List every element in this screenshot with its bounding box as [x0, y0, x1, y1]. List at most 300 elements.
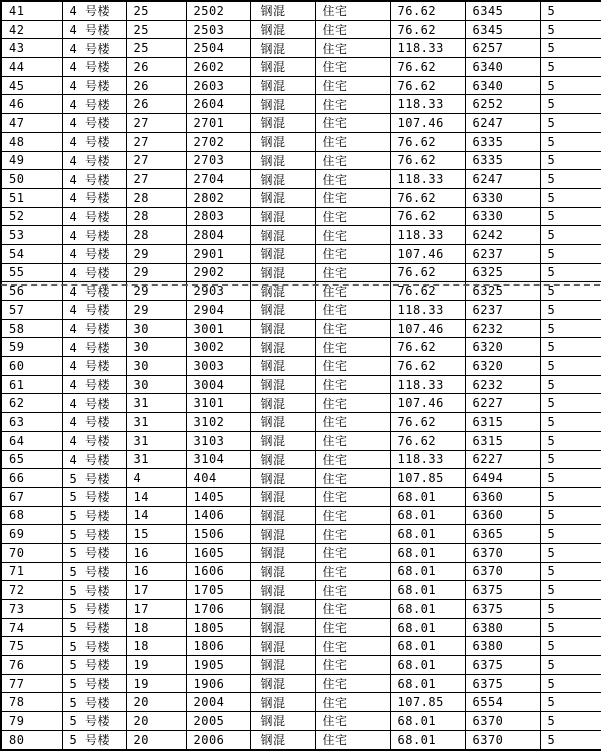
cell-price: 6315: [465, 413, 540, 432]
table-row: [1, 151, 601, 170]
cell-building: 4 号楼: [62, 244, 126, 263]
cell-floor: 30: [126, 338, 186, 357]
cell-price: 6360: [465, 487, 540, 506]
table-row: [1, 76, 601, 95]
cell-price: 6375: [465, 600, 540, 619]
cell-floor: 20: [126, 730, 186, 750]
cell-seq: 57: [1, 301, 62, 320]
cell-area: 76.62: [390, 413, 465, 432]
cell-note: 5: [540, 581, 601, 600]
cell-floor: 25: [126, 20, 186, 39]
cell-price: 6242: [465, 226, 540, 245]
cell-price: 6370: [465, 543, 540, 562]
cell-note: 5: [540, 506, 601, 525]
cell-area: 76.62: [390, 20, 465, 39]
cell-building: 4 号楼: [62, 95, 126, 114]
table-row: [1, 58, 601, 77]
cell-seq: 48: [1, 132, 62, 151]
cell-floor: 16: [126, 543, 186, 562]
cell-building: 4 号楼: [62, 282, 126, 301]
cell-structure: 钢混: [250, 506, 315, 525]
cell-room: 2603: [186, 76, 250, 95]
cell-usage: 住宅: [315, 95, 390, 114]
cell-note: 5: [540, 76, 601, 95]
cell-note: 5: [540, 244, 601, 263]
cell-seq: 69: [1, 525, 62, 544]
cell-building: 5 号楼: [62, 581, 126, 600]
table-row: [1, 618, 601, 637]
cell-seq: 49: [1, 151, 62, 170]
cell-usage: 住宅: [315, 132, 390, 151]
cell-structure: 钢混: [250, 487, 315, 506]
cell-seq: 66: [1, 469, 62, 488]
cell-note: 5: [540, 712, 601, 731]
cell-room: 2004: [186, 693, 250, 712]
table-row: [1, 413, 601, 432]
cell-floor: 28: [126, 188, 186, 207]
cell-room: 1405: [186, 487, 250, 506]
cell-structure: 钢混: [250, 712, 315, 731]
cell-building: 4 号楼: [62, 226, 126, 245]
table-row: [1, 487, 601, 506]
cell-room: 2704: [186, 170, 250, 189]
cell-building: 5 号楼: [62, 506, 126, 525]
table-row: [1, 1, 601, 20]
cell-usage: 住宅: [315, 487, 390, 506]
cell-seq: 80: [1, 730, 62, 750]
cell-usage: 住宅: [315, 600, 390, 619]
cell-note: 5: [540, 95, 601, 114]
cell-note: 5: [540, 263, 601, 282]
cell-price: 6380: [465, 618, 540, 637]
cell-building: 4 号楼: [62, 39, 126, 58]
table-row: [1, 600, 601, 619]
cell-price: 6325: [465, 263, 540, 282]
cell-area: 76.62: [390, 338, 465, 357]
cell-room: 1606: [186, 562, 250, 581]
cell-note: 5: [540, 543, 601, 562]
cell-floor: 27: [126, 132, 186, 151]
cell-room: 3003: [186, 357, 250, 376]
cell-seq: 58: [1, 319, 62, 338]
cell-usage: 住宅: [315, 357, 390, 376]
table-row: [1, 20, 601, 39]
cell-floor: 19: [126, 674, 186, 693]
cell-usage: 住宅: [315, 375, 390, 394]
table-row: [1, 95, 601, 114]
cell-room: 2802: [186, 188, 250, 207]
cell-building: 5 号楼: [62, 730, 126, 750]
cell-price: 6227: [465, 394, 540, 413]
cell-room: 1706: [186, 600, 250, 619]
cell-seq: 75: [1, 637, 62, 656]
cell-floor: 16: [126, 562, 186, 581]
cell-seq: 79: [1, 712, 62, 731]
table-row: [1, 132, 601, 151]
cell-room: 1506: [186, 525, 250, 544]
cell-price: 6370: [465, 730, 540, 750]
cell-structure: 钢混: [250, 375, 315, 394]
cell-building: 5 号楼: [62, 487, 126, 506]
cell-note: 5: [540, 525, 601, 544]
cell-seq: 53: [1, 226, 62, 245]
cell-floor: 14: [126, 506, 186, 525]
cell-area: 68.01: [390, 525, 465, 544]
cell-area: 68.01: [390, 581, 465, 600]
cell-usage: 住宅: [315, 244, 390, 263]
cell-building: 4 号楼: [62, 1, 126, 20]
cell-area: 76.62: [390, 207, 465, 226]
cell-floor: 18: [126, 618, 186, 637]
cell-room: 3103: [186, 431, 250, 450]
table-row: [1, 469, 601, 488]
cell-room: 2602: [186, 58, 250, 77]
cell-room: 1406: [186, 506, 250, 525]
cell-room: 3102: [186, 413, 250, 432]
cell-area: 68.01: [390, 656, 465, 675]
cell-room: 2903: [186, 282, 250, 301]
cell-note: 5: [540, 338, 601, 357]
cell-area: 76.62: [390, 357, 465, 376]
cell-price: 6252: [465, 95, 540, 114]
cell-seq: 63: [1, 413, 62, 432]
cell-structure: 钢混: [250, 431, 315, 450]
cell-seq: 44: [1, 58, 62, 77]
cell-building: 4 号楼: [62, 20, 126, 39]
cell-note: 5: [540, 469, 601, 488]
cell-usage: 住宅: [315, 413, 390, 432]
cell-structure: 钢混: [250, 20, 315, 39]
cell-area: 107.85: [390, 693, 465, 712]
cell-room: 3001: [186, 319, 250, 338]
table-row: [1, 431, 601, 450]
cell-building: 4 号楼: [62, 375, 126, 394]
cell-area: 76.62: [390, 282, 465, 301]
cell-building: 4 号楼: [62, 431, 126, 450]
cell-room: 2902: [186, 263, 250, 282]
table-row: [1, 319, 601, 338]
cell-price: 6320: [465, 357, 540, 376]
cell-structure: 钢混: [250, 1, 315, 20]
cell-room: 2701: [186, 114, 250, 133]
cell-seq: 62: [1, 394, 62, 413]
cell-price: 6330: [465, 188, 540, 207]
cell-room: 2503: [186, 20, 250, 39]
cell-usage: 住宅: [315, 693, 390, 712]
cell-usage: 住宅: [315, 469, 390, 488]
cell-building: 5 号楼: [62, 600, 126, 619]
cell-structure: 钢混: [250, 693, 315, 712]
cell-building: 4 号楼: [62, 151, 126, 170]
cell-seq: 65: [1, 450, 62, 469]
cell-price: 6375: [465, 581, 540, 600]
cell-price: 6232: [465, 319, 540, 338]
cell-building: 5 号楼: [62, 562, 126, 581]
cell-price: 6227: [465, 450, 540, 469]
cell-price: 6360: [465, 506, 540, 525]
cell-area: 68.01: [390, 543, 465, 562]
table-row: [1, 712, 601, 731]
cell-seq: 52: [1, 207, 62, 226]
cell-usage: 住宅: [315, 506, 390, 525]
cell-note: 5: [540, 282, 601, 301]
cell-note: 5: [540, 132, 601, 151]
cell-usage: 住宅: [315, 618, 390, 637]
cell-note: 5: [540, 114, 601, 133]
table-row: [1, 244, 601, 263]
cell-note: 5: [540, 450, 601, 469]
table-row: [1, 450, 601, 469]
cell-price: 6370: [465, 712, 540, 731]
cell-price: 6340: [465, 76, 540, 95]
cell-area: 76.62: [390, 76, 465, 95]
cell-area: 76.62: [390, 431, 465, 450]
cell-note: 5: [540, 20, 601, 39]
cell-room: 2901: [186, 244, 250, 263]
cell-usage: 住宅: [315, 207, 390, 226]
cell-building: 4 号楼: [62, 76, 126, 95]
cell-usage: 住宅: [315, 543, 390, 562]
cell-floor: 20: [126, 693, 186, 712]
cell-room: 2804: [186, 226, 250, 245]
cell-building: 5 号楼: [62, 693, 126, 712]
cell-floor: 28: [126, 226, 186, 245]
cell-usage: 住宅: [315, 562, 390, 581]
cell-floor: 31: [126, 450, 186, 469]
table-row: [1, 506, 601, 525]
cell-floor: 31: [126, 431, 186, 450]
cell-price: 6335: [465, 132, 540, 151]
cell-price: 6232: [465, 375, 540, 394]
cell-structure: 钢混: [250, 618, 315, 637]
cell-structure: 钢混: [250, 543, 315, 562]
cell-usage: 住宅: [315, 712, 390, 731]
cell-building: 4 号楼: [62, 263, 126, 282]
cell-floor: 26: [126, 76, 186, 95]
cell-area: 68.01: [390, 600, 465, 619]
cell-area: 118.33: [390, 450, 465, 469]
cell-structure: 钢混: [250, 525, 315, 544]
cell-note: 5: [540, 226, 601, 245]
cell-area: 107.46: [390, 394, 465, 413]
table-row: [1, 693, 601, 712]
cell-room: 2702: [186, 132, 250, 151]
cell-price: 6340: [465, 58, 540, 77]
cell-room: 3104: [186, 450, 250, 469]
cell-price: 6365: [465, 525, 540, 544]
cell-structure: 钢混: [250, 581, 315, 600]
cell-building: 4 号楼: [62, 188, 126, 207]
cell-area: 118.33: [390, 95, 465, 114]
cell-floor: 31: [126, 394, 186, 413]
cell-room: 1905: [186, 656, 250, 675]
table-row: [1, 543, 601, 562]
cell-building: 5 号楼: [62, 656, 126, 675]
cell-structure: 钢混: [250, 263, 315, 282]
cell-usage: 住宅: [315, 525, 390, 544]
cell-floor: 29: [126, 244, 186, 263]
cell-note: 5: [540, 170, 601, 189]
cell-seq: 71: [1, 562, 62, 581]
cell-note: 5: [540, 656, 601, 675]
cell-usage: 住宅: [315, 656, 390, 675]
cell-area: 68.01: [390, 618, 465, 637]
cell-usage: 住宅: [315, 188, 390, 207]
cell-usage: 住宅: [315, 674, 390, 693]
cell-area: 107.46: [390, 319, 465, 338]
cell-structure: 钢混: [250, 338, 315, 357]
cell-floor: 14: [126, 487, 186, 506]
cell-structure: 钢混: [250, 450, 315, 469]
cell-building: 5 号楼: [62, 637, 126, 656]
cell-building: 5 号楼: [62, 525, 126, 544]
cell-seq: 46: [1, 95, 62, 114]
table-row: [1, 581, 601, 600]
cell-seq: 47: [1, 114, 62, 133]
cell-price: 6380: [465, 637, 540, 656]
cell-seq: 76: [1, 656, 62, 675]
cell-floor: 29: [126, 282, 186, 301]
cell-usage: 住宅: [315, 301, 390, 320]
cell-structure: 钢混: [250, 188, 315, 207]
cell-seq: 72: [1, 581, 62, 600]
cell-building: 4 号楼: [62, 132, 126, 151]
cell-area: 107.46: [390, 244, 465, 263]
table-row: [1, 263, 601, 282]
cell-area: 68.01: [390, 562, 465, 581]
cell-area: 118.33: [390, 39, 465, 58]
cell-area: 76.62: [390, 263, 465, 282]
cell-note: 5: [540, 301, 601, 320]
cell-seq: 55: [1, 263, 62, 282]
table-row: [1, 730, 601, 750]
cell-building: 5 号楼: [62, 469, 126, 488]
cell-price: 6345: [465, 1, 540, 20]
cell-note: 5: [540, 39, 601, 58]
cell-room: 404: [186, 469, 250, 488]
cell-seq: 64: [1, 431, 62, 450]
cell-area: 107.46: [390, 114, 465, 133]
cell-structure: 钢混: [250, 730, 315, 750]
cell-seq: 78: [1, 693, 62, 712]
cell-price: 6247: [465, 114, 540, 133]
cell-note: 5: [540, 618, 601, 637]
cell-floor: 30: [126, 375, 186, 394]
cell-building: 5 号楼: [62, 674, 126, 693]
table-row: [1, 656, 601, 675]
cell-usage: 住宅: [315, 450, 390, 469]
cell-note: 5: [540, 319, 601, 338]
cell-floor: 4: [126, 469, 186, 488]
cell-seq: 56: [1, 282, 62, 301]
cell-usage: 住宅: [315, 20, 390, 39]
cell-room: 1705: [186, 581, 250, 600]
cell-room: 1806: [186, 637, 250, 656]
table-row: [1, 207, 601, 226]
cell-usage: 住宅: [315, 730, 390, 750]
cell-usage: 住宅: [315, 58, 390, 77]
cell-usage: 住宅: [315, 637, 390, 656]
cell-usage: 住宅: [315, 226, 390, 245]
cell-usage: 住宅: [315, 39, 390, 58]
cell-area: 76.62: [390, 1, 465, 20]
cell-note: 5: [540, 394, 601, 413]
cell-structure: 钢混: [250, 170, 315, 189]
cell-note: 5: [540, 375, 601, 394]
cell-note: 5: [540, 674, 601, 693]
cell-seq: 42: [1, 20, 62, 39]
cell-floor: 27: [126, 114, 186, 133]
cell-structure: 钢混: [250, 301, 315, 320]
cell-structure: 钢混: [250, 76, 315, 95]
table-row: [1, 637, 601, 656]
table-row: [1, 525, 601, 544]
cell-seq: 54: [1, 244, 62, 263]
cell-price: 6330: [465, 207, 540, 226]
cell-room: 2005: [186, 712, 250, 731]
cell-area: 76.62: [390, 188, 465, 207]
cell-usage: 住宅: [315, 581, 390, 600]
cell-room: 3101: [186, 394, 250, 413]
cell-building: 4 号楼: [62, 58, 126, 77]
cell-seq: 51: [1, 188, 62, 207]
cell-seq: 41: [1, 1, 62, 20]
cell-price: 6315: [465, 431, 540, 450]
cell-usage: 住宅: [315, 282, 390, 301]
cell-area: 68.01: [390, 712, 465, 731]
cell-note: 5: [540, 431, 601, 450]
cell-building: 4 号楼: [62, 319, 126, 338]
cell-note: 5: [540, 151, 601, 170]
cell-building: 4 号楼: [62, 413, 126, 432]
cell-price: 6335: [465, 151, 540, 170]
cell-floor: 18: [126, 637, 186, 656]
cell-structure: 钢混: [250, 39, 315, 58]
cell-price: 6375: [465, 656, 540, 675]
cell-area: 118.33: [390, 226, 465, 245]
cell-usage: 住宅: [315, 394, 390, 413]
cell-note: 5: [540, 207, 601, 226]
cell-structure: 钢混: [250, 637, 315, 656]
cell-usage: 住宅: [315, 431, 390, 450]
cell-floor: 30: [126, 357, 186, 376]
cell-structure: 钢混: [250, 674, 315, 693]
cell-room: 2502: [186, 1, 250, 20]
cell-structure: 钢混: [250, 319, 315, 338]
cell-area: 76.62: [390, 132, 465, 151]
table-row: [1, 39, 601, 58]
cell-structure: 钢混: [250, 207, 315, 226]
cell-building: 5 号楼: [62, 543, 126, 562]
cell-floor: 20: [126, 712, 186, 731]
cell-note: 5: [540, 730, 601, 750]
table-row: [1, 357, 601, 376]
cell-note: 5: [540, 637, 601, 656]
cell-floor: 28: [126, 207, 186, 226]
cell-note: 5: [540, 487, 601, 506]
cell-note: 5: [540, 693, 601, 712]
cell-note: 5: [540, 58, 601, 77]
cell-area: 68.01: [390, 730, 465, 750]
table-body: [1, 1, 601, 750]
cell-building: 4 号楼: [62, 450, 126, 469]
cell-room: 3002: [186, 338, 250, 357]
cell-floor: 17: [126, 600, 186, 619]
cell-area: 68.01: [390, 637, 465, 656]
cell-floor: 30: [126, 319, 186, 338]
cell-room: 2703: [186, 151, 250, 170]
cell-floor: 27: [126, 170, 186, 189]
